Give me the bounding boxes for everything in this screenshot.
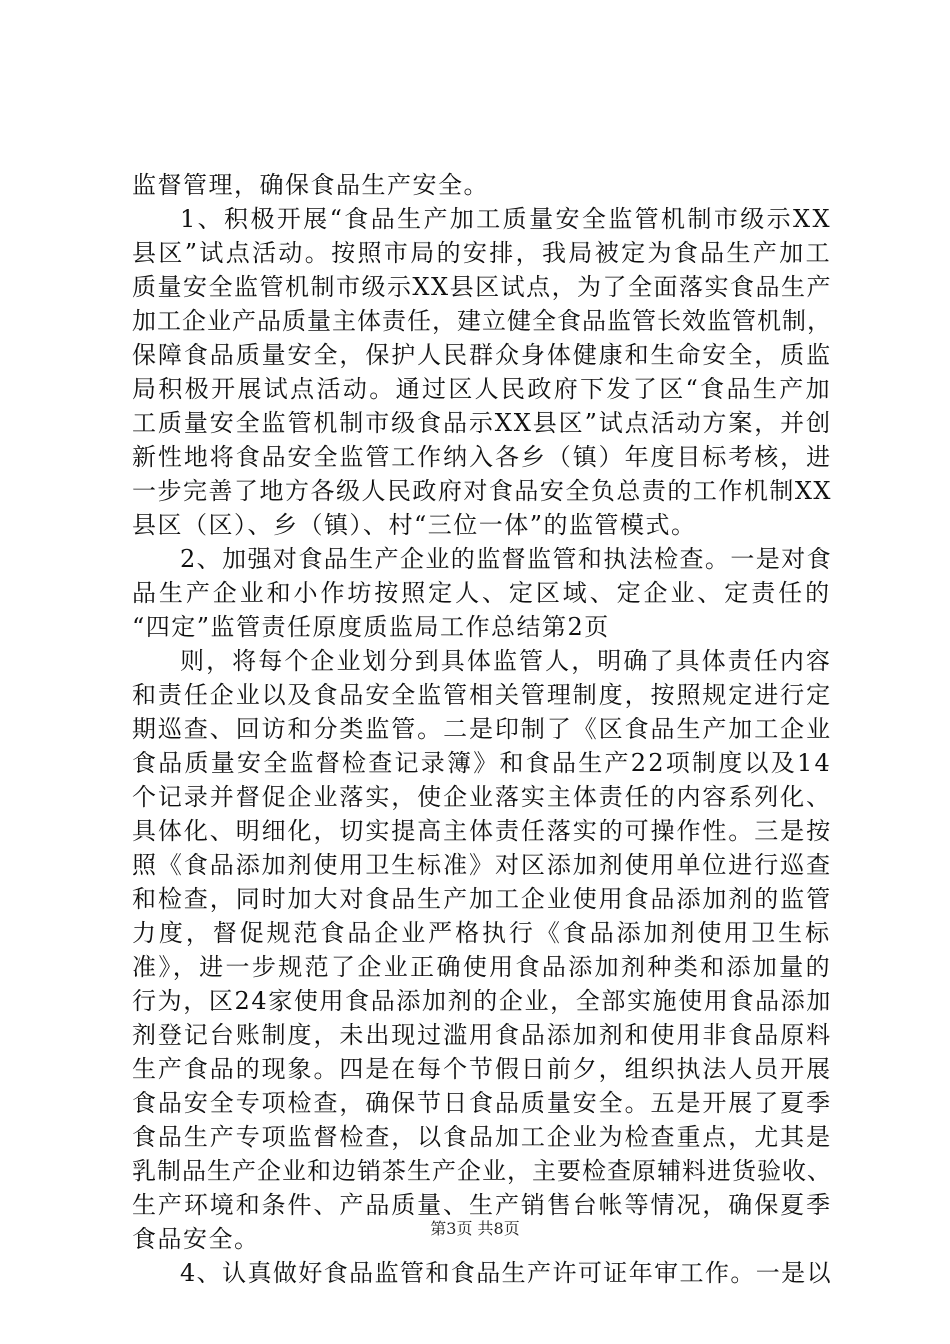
text-line: 照《食品添加剂使用卫生标准》对区添加剂使用单位进行巡查 bbox=[132, 851, 832, 879]
text-line: 准》，进一步规范了企业正确使用食品添加剂种类和添加量的 bbox=[132, 953, 832, 981]
text-line: 个记录并督促企业落实，使企业落实主体责任的内容系列化、 bbox=[132, 783, 832, 811]
text-line: 食品生产专项监督检查，以食品加工企业为检查重点，尤其是 bbox=[132, 1123, 832, 1151]
text-line: 2、加强对食品生产企业的监督监管和执法检查。一是对食 bbox=[180, 545, 832, 573]
body-text bbox=[132, 168, 832, 1290]
text-line: 1、积极开展“食品生产加工质量安全监管机制市级示XX bbox=[180, 205, 832, 233]
text-line: “四定”监管责任原度质监局工作总结第2页 bbox=[132, 613, 610, 641]
text-line: 县区”试点活动。按照市局的安排，我局被定为食品生产加工 bbox=[132, 239, 832, 267]
text-line: 乳制品生产企业和边销茶生产企业，主要检查原辅料进货验收、 bbox=[132, 1157, 832, 1185]
text-line: 加工企业产品质量主体责任，建立健全食品监管长效监管机制， bbox=[132, 307, 832, 335]
text-line: 行为，区24家使用食品添加剂的企业，全部实施使用食品添加 bbox=[132, 987, 832, 1015]
text-line: 剂登记台账制度，未出现过滥用食品添加剂和使用非食品原料 bbox=[132, 1021, 832, 1049]
text-line: 品生产企业和小作坊按照定人、定区域、定企业、定责任的 bbox=[132, 579, 832, 607]
text-line: 监督管理，确保食品生产安全。 bbox=[132, 171, 489, 199]
text-line: 质量安全监管机制市级示XX县区试点，为了全面落实食品生产 bbox=[132, 273, 832, 301]
text-line: 具体化、明细化，切实提高主体责任落实的可操作性。三是按 bbox=[132, 817, 832, 845]
text-line: 食品安全。 bbox=[132, 1225, 260, 1253]
text-line: 局积极开展试点活动。通过区人民政府下发了区“食品生产加 bbox=[132, 375, 832, 403]
text-line: 食品安全专项检查，确保节日食品质量安全。五是开展了夏季 bbox=[132, 1089, 832, 1117]
text-line: 保障食品质量安全，保护人民群众身体健康和生命安全，质监 bbox=[132, 341, 832, 369]
text-line: 力度，督促规范食品企业严格执行《食品添加剂使用卫生标 bbox=[132, 919, 832, 947]
text-line: 一步完善了地方各级人民政府对食品安全负总责的工作机制XX bbox=[132, 477, 832, 505]
text-line: 工质量安全监管机制市级食品示XX县区”试点活动方案，并创 bbox=[132, 409, 832, 437]
text-line: 生产环境和条件、产品质量、生产销售台帐等情况，确保夏季 bbox=[132, 1191, 832, 1219]
text-line: 4、认真做好食品监管和食品生产许可证年审工作。一是以 bbox=[180, 1259, 832, 1287]
text-line: 新性地将食品安全监管工作纳入各乡（镇）年度目标考核，进 bbox=[132, 443, 832, 471]
text-line: 期巡查、回访和分类监管。二是印制了《区食品生产加工企业 bbox=[132, 715, 832, 743]
text-line: 和责任企业以及食品安全监管相关管理制度，按照规定进行定 bbox=[132, 681, 832, 709]
text-line: 生产食品的现象。四是在每个节假日前夕，组织执法人员开展 bbox=[132, 1055, 832, 1083]
text-line: 县区（区）、乡（镇）、村“三位一体”的监管模式。 bbox=[132, 511, 697, 539]
page-footer: 第3页 共8页 bbox=[430, 1219, 520, 1238]
text-line: 和检查，同时加大对食品生产加工企业使用食品添加剂的监管 bbox=[132, 885, 832, 913]
text-line: 则，将每个企业划分到具体监管人，明确了具体责任内容 bbox=[180, 647, 832, 675]
text-line: 食品质量安全监督检查记录簿》和食品生产22项制度以及14 bbox=[132, 749, 832, 777]
